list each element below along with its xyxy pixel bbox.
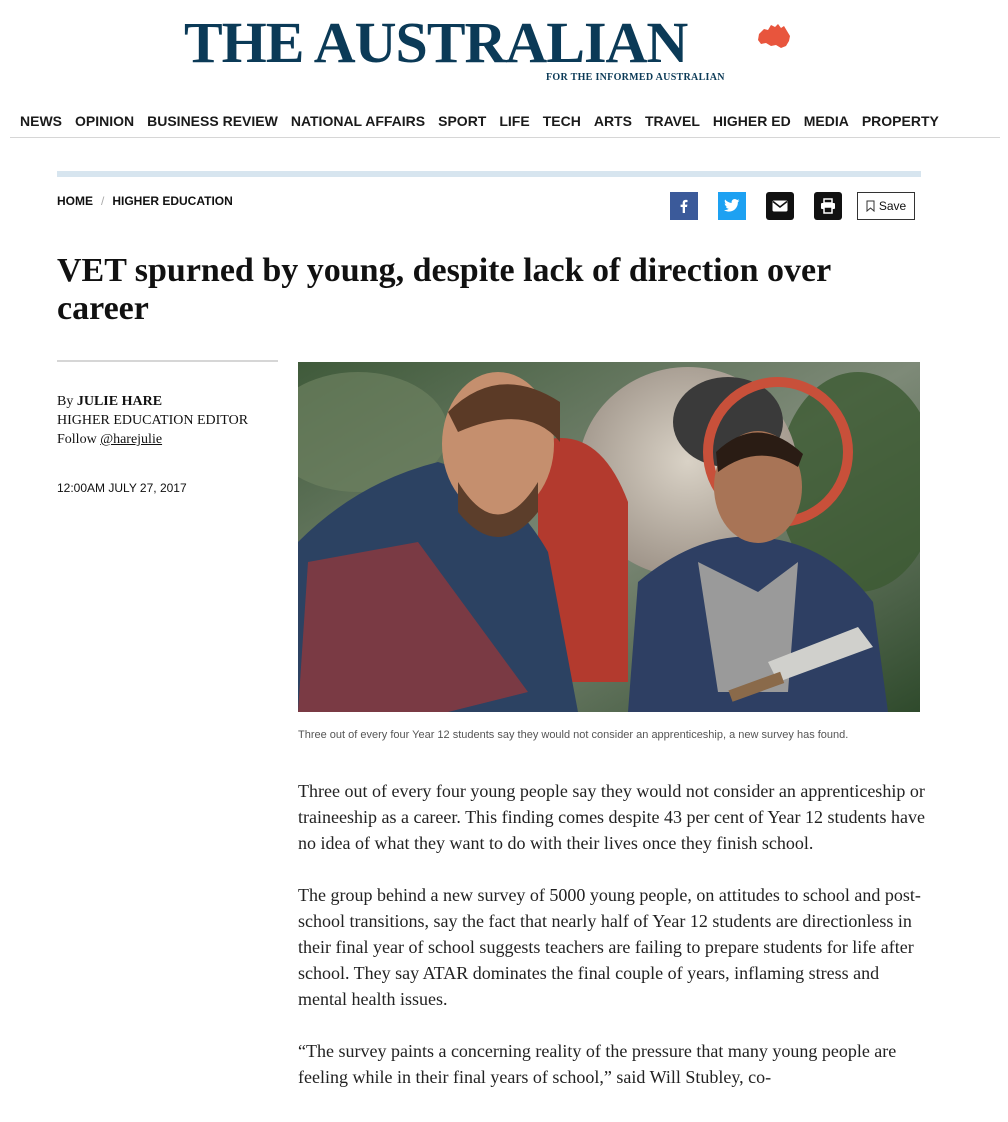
breadcrumb-home[interactable]: HOME <box>57 194 93 208</box>
nav-divider <box>10 137 1000 138</box>
article-photo <box>298 362 920 712</box>
nav-item-national-affairs[interactable]: NATIONAL AFFAIRS <box>290 113 426 129</box>
twitter-handle-link[interactable]: @harejulie <box>100 432 163 447</box>
photo-illustration <box>298 362 920 712</box>
twitter-share-button[interactable] <box>718 192 746 220</box>
author-name[interactable]: JULIE HARE <box>76 394 163 409</box>
masthead <box>0 0 1008 100</box>
article-paragraph: “The survey paints a concerning reality of the pressure that many young people are feeling while in their final years of school,” said Will Stubley, co- <box>298 1041 897 1087</box>
twitter-icon <box>724 199 740 213</box>
site-logo[interactable]: THE AUSTRALIAN <box>184 10 688 75</box>
nav-item-life[interactable]: LIFE <box>499 113 530 129</box>
facebook-share-button[interactable] <box>670 192 698 220</box>
print-button[interactable] <box>814 192 842 220</box>
breadcrumb-section[interactable]: HIGHER EDUCATION <box>112 194 233 208</box>
nav-item-news[interactable]: NEWS <box>20 113 62 129</box>
article-body <box>298 778 926 1116</box>
nav-item-travel[interactable]: TRAVEL <box>644 113 700 129</box>
print-icon <box>820 198 836 214</box>
byline-author-line <box>57 392 248 411</box>
nav-item-tech[interactable]: TECH <box>542 113 581 129</box>
nav-item-opinion[interactable]: OPINION <box>75 113 135 129</box>
follow-label: Follow <box>57 432 97 447</box>
email-icon <box>772 200 788 212</box>
breadcrumb <box>57 194 233 208</box>
byline-follow-line <box>57 430 248 449</box>
main-nav <box>20 113 939 131</box>
nav-item-business-review[interactable]: BUSINESS REVIEW <box>147 113 278 129</box>
save-label: Save <box>878 199 907 213</box>
section-accent-bar <box>57 171 921 177</box>
nav-item-media[interactable]: MEDIA <box>803 113 849 129</box>
nav-item-property[interactable]: PROPERTY <box>861 113 939 129</box>
article-headline: VET spurned by young, despite lack of direction over career <box>57 252 831 327</box>
article-paragraph: Three out of every four young people say they would not consider an apprenticeship or traineeship as a career. This finding comes despite 43 per cent of Year 12 students have no idea of what they want to do with their lives once they finish school. <box>298 781 925 853</box>
save-button[interactable] <box>857 192 915 220</box>
breadcrumb-separator: / <box>101 194 105 208</box>
byline-divider <box>57 360 278 362</box>
nav-item-sport[interactable]: SPORT <box>438 113 487 129</box>
site-tagline: FOR THE INFORMED AUSTRALIAN <box>546 72 725 83</box>
nav-item-higher-ed[interactable]: HIGHER ED <box>712 113 791 129</box>
nav-item-arts[interactable]: ARTS <box>593 113 632 129</box>
author-role: HIGHER EDUCATION EDITOR <box>57 413 249 428</box>
article-dateline: 12:00AM JULY 27, 2017 <box>57 481 187 495</box>
facebook-icon <box>677 199 691 213</box>
byline <box>57 392 248 449</box>
email-share-button[interactable] <box>766 192 794 220</box>
share-bar <box>670 192 915 220</box>
byline-by: By <box>57 394 74 409</box>
australia-map-icon <box>756 22 792 52</box>
bookmark-icon <box>866 200 875 212</box>
article-paragraph: The group behind a new survey of 5000 young people, on attitudes to school and post-school transitions, say the fact that nearly half of Year 12 students are directionless in their final year of school suggests teachers are failing to prepare students for life after school. They say ATAR dominates the final couple of years, inflaming stress and mental health issues. <box>298 885 921 1009</box>
photo-caption: Three out of every four Year 12 students say they would not consider an apprenticeship, a new survey has found. <box>298 729 849 741</box>
